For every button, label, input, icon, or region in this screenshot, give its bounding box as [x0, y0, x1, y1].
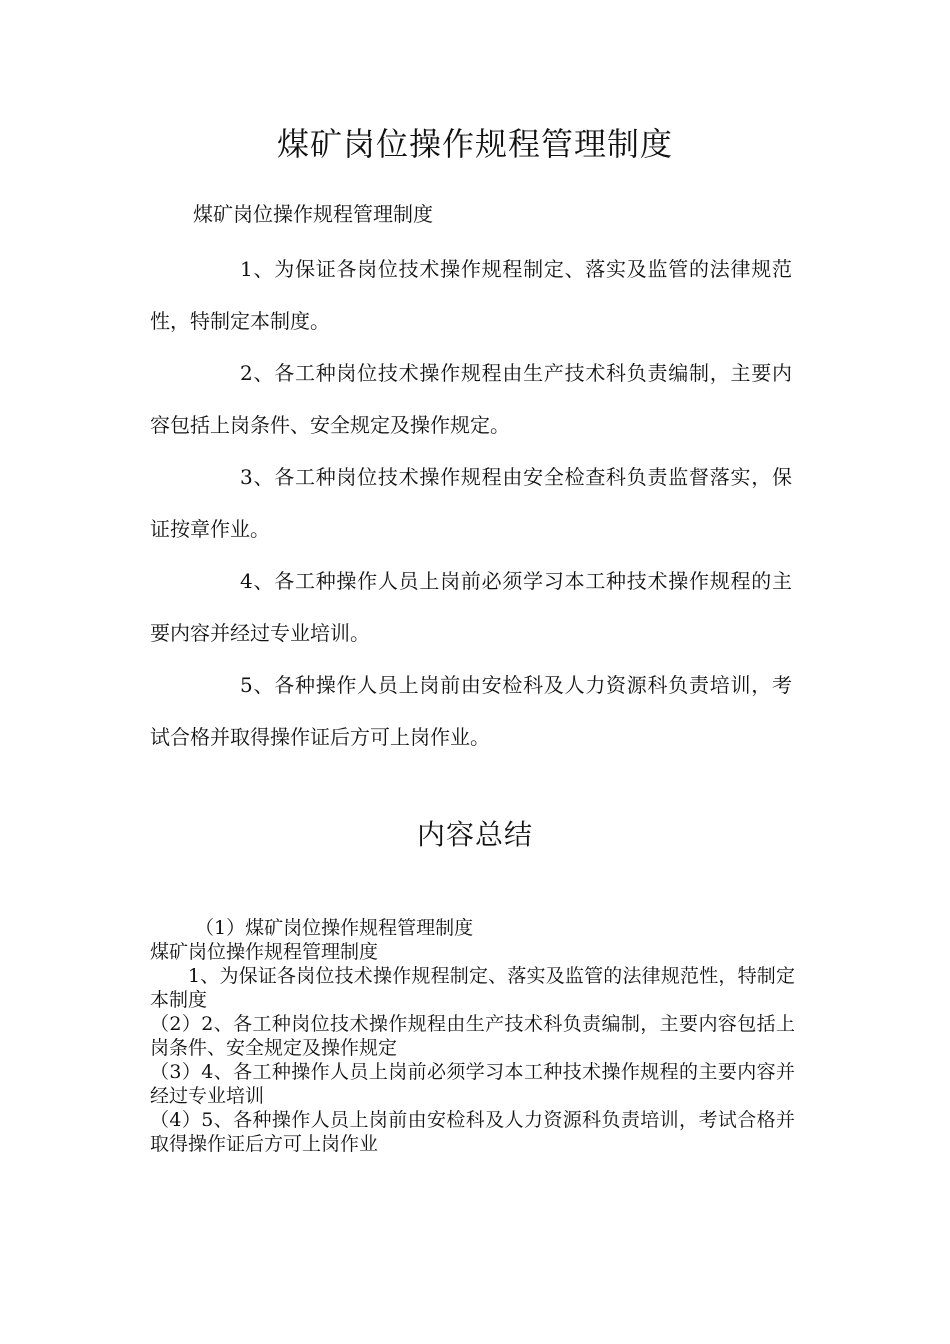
summary-line-2: 煤矿岗位操作规程管理制度: [150, 941, 379, 963]
summary-heading: 内容总结: [416, 818, 533, 851]
document-body: [150, 243, 792, 763]
paragraph-3: 3、各工种岗位技术操作规程由安全检查科负责监督落实，保证按章作业。: [150, 465, 792, 541]
summary-line-5: （3）4、各工种操作人员上岗前必须学习本工种技术操作规程的主要内容并经过专业培训: [150, 1061, 795, 1107]
document-title: 煤矿岗位操作规程管理制度: [276, 125, 673, 163]
paragraph-4: 4、各工种操作人员上岗前必须学习本工种技术操作规程的主要内容并经过专业培训。: [150, 569, 792, 645]
document-subtitle: 煤矿岗位操作规程管理制度: [193, 202, 433, 226]
paragraph-2: 2、各工种岗位技术操作规程由生产技术科负责编制，主要内容包括上岗条件、安全规定及操作规定。: [150, 361, 792, 437]
summary-body: [150, 916, 795, 1156]
paragraph-5: 5、各种操作人员上岗前由安检科及人力资源科负责培训，考试合格并取得操作证后方可上岗作业。: [150, 673, 792, 749]
summary-line-3: 1、为保证各岗位技术操作规程制定、落实及监管的法律规范性，特制定本制度: [150, 965, 795, 1011]
summary-line-1: （1）煤矿岗位操作规程管理制度: [195, 917, 474, 939]
summary-line-4: （2）2、各工种岗位技术操作规程由生产技术科负责编制，主要内容包括上岗条件、安全规定及操作规定: [150, 1013, 795, 1059]
paragraph-1: 1、为保证各岗位技术操作规程制定、落实及监管的法律规范性，特制定本制度。: [150, 257, 792, 333]
summary-line-6: （4）5、各种操作人员上岗前由安检科及人力资源科负责培训，考试合格并取得操作证后方可上岗作业: [150, 1109, 795, 1155]
